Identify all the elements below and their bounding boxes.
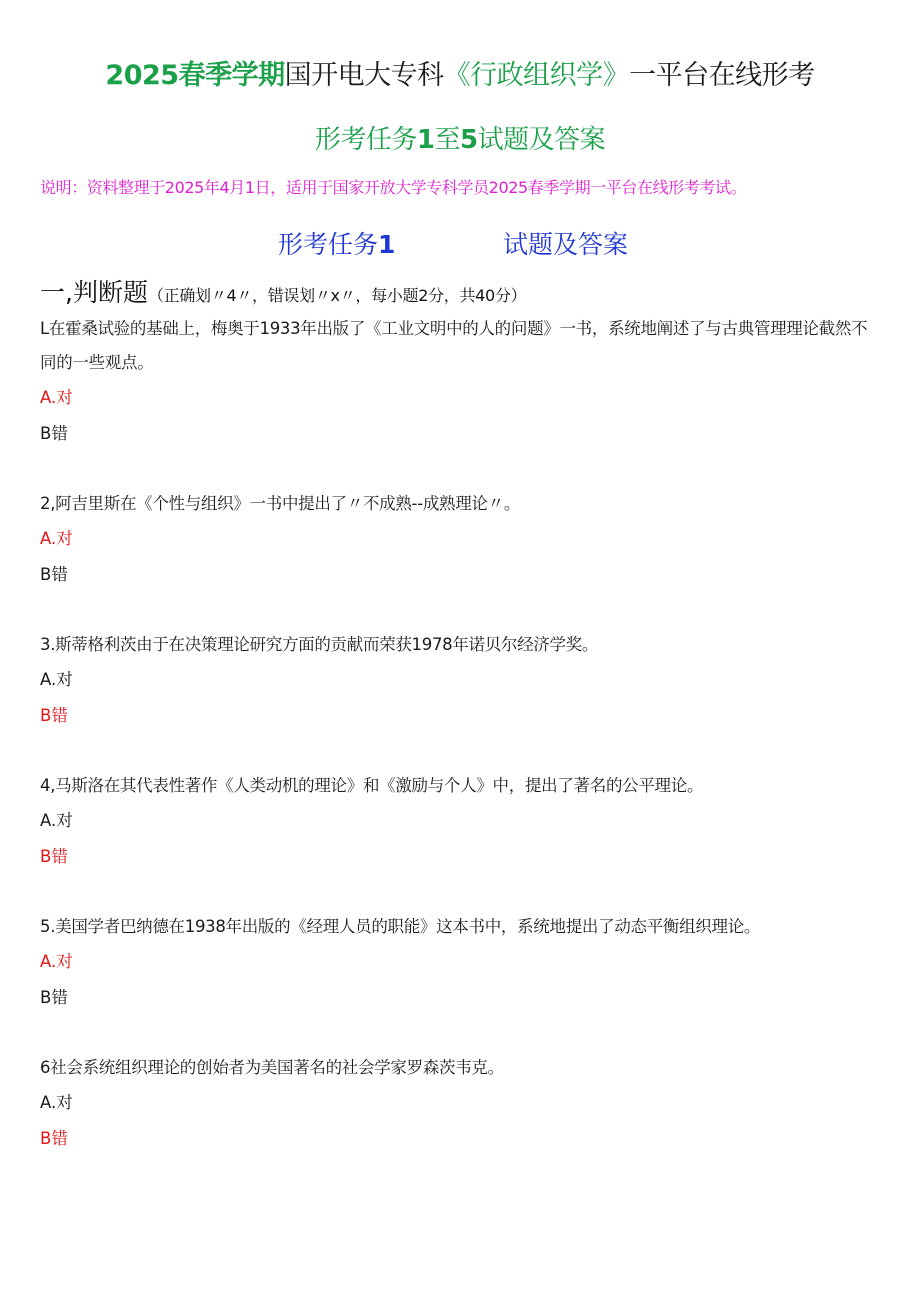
question-item	[40, 487, 880, 593]
question-list	[40, 312, 880, 1157]
option-false: B错	[40, 847, 68, 866]
section-heading	[40, 276, 526, 313]
subtitle-num2: 5	[460, 125, 478, 155]
option-true: A.对	[40, 1093, 73, 1112]
option-true: A.对	[40, 529, 73, 548]
document-note: 说明：资料整理于2025年4月1日，适用于国家开放大学专科学员2025春季学期一平台在线形考考试。	[40, 178, 747, 197]
section-title: 一,判断题	[40, 278, 148, 307]
task-header-right: 试题及答案	[503, 230, 629, 259]
task-label: 形考任务	[278, 230, 379, 259]
question-item	[40, 769, 880, 875]
task-header-left	[278, 226, 395, 264]
title-platform: 一平台在线形考	[629, 60, 815, 91]
question-spacer	[40, 593, 880, 628]
title-course: 《行政组织学》	[443, 60, 630, 91]
question-text: 2,阿吉里斯在《个性与组织》一书中提出了〃不成熟--成熟理论〃。	[40, 494, 521, 513]
question-item	[40, 628, 880, 734]
title-school: 国开电大专科	[284, 60, 444, 91]
option-true: A.对	[40, 811, 73, 830]
question-spacer	[40, 1016, 880, 1051]
document-subtitle	[0, 120, 920, 160]
subtitle-pre: 形考任务	[314, 125, 417, 155]
title-semester: 2025春季学期	[105, 60, 285, 91]
question-item	[40, 312, 880, 452]
question-text: 4,马斯洛在其代表性著作《人类动机的理论》和《激励与个人》中，提出了著名的公平理论。	[40, 776, 704, 795]
question-text: 3.斯蒂格利茨由于在决策理论研究方面的贡献而荣获1978年诺贝尔经济学奖。	[40, 635, 599, 654]
subtitle-mid: 至	[434, 125, 460, 155]
option-false: B错	[40, 565, 68, 584]
section-rule: （正确划〃4〃，错误划〃x〃，每小题2分，共40分）	[147, 286, 527, 305]
task-number: 1	[378, 230, 396, 259]
question-spacer	[40, 734, 880, 769]
document-title	[0, 56, 920, 96]
option-false: B错	[40, 424, 68, 443]
subtitle-post: 试题及答案	[477, 125, 606, 155]
question-text: 5.美国学者巴纳德在1938年出版的《经理人员的职能》这本书中，系统地提出了动态平衡组织理论。	[40, 917, 761, 936]
option-true: A.对	[40, 388, 73, 407]
option-false: B错	[40, 988, 68, 1007]
question-item	[40, 1051, 880, 1157]
option-true: A.对	[40, 952, 73, 971]
subtitle-num1: 1	[416, 125, 435, 155]
question-spacer	[40, 875, 880, 910]
option-false: B错	[40, 706, 68, 725]
option-false: B错	[40, 1129, 68, 1148]
question-item	[40, 910, 880, 1016]
question-text: L在霍桑试验的基础上，梅奥于1933年出版了《工业文明中的人的问题》一书，系统地阐述了与古典管理理论截然不同的一些观点。	[40, 319, 868, 372]
question-spacer	[40, 452, 880, 487]
option-true: A.对	[40, 670, 73, 689]
question-text: 6社会系统组织理论的创始者为美国著名的社会学家罗森茨韦克。	[40, 1058, 504, 1077]
